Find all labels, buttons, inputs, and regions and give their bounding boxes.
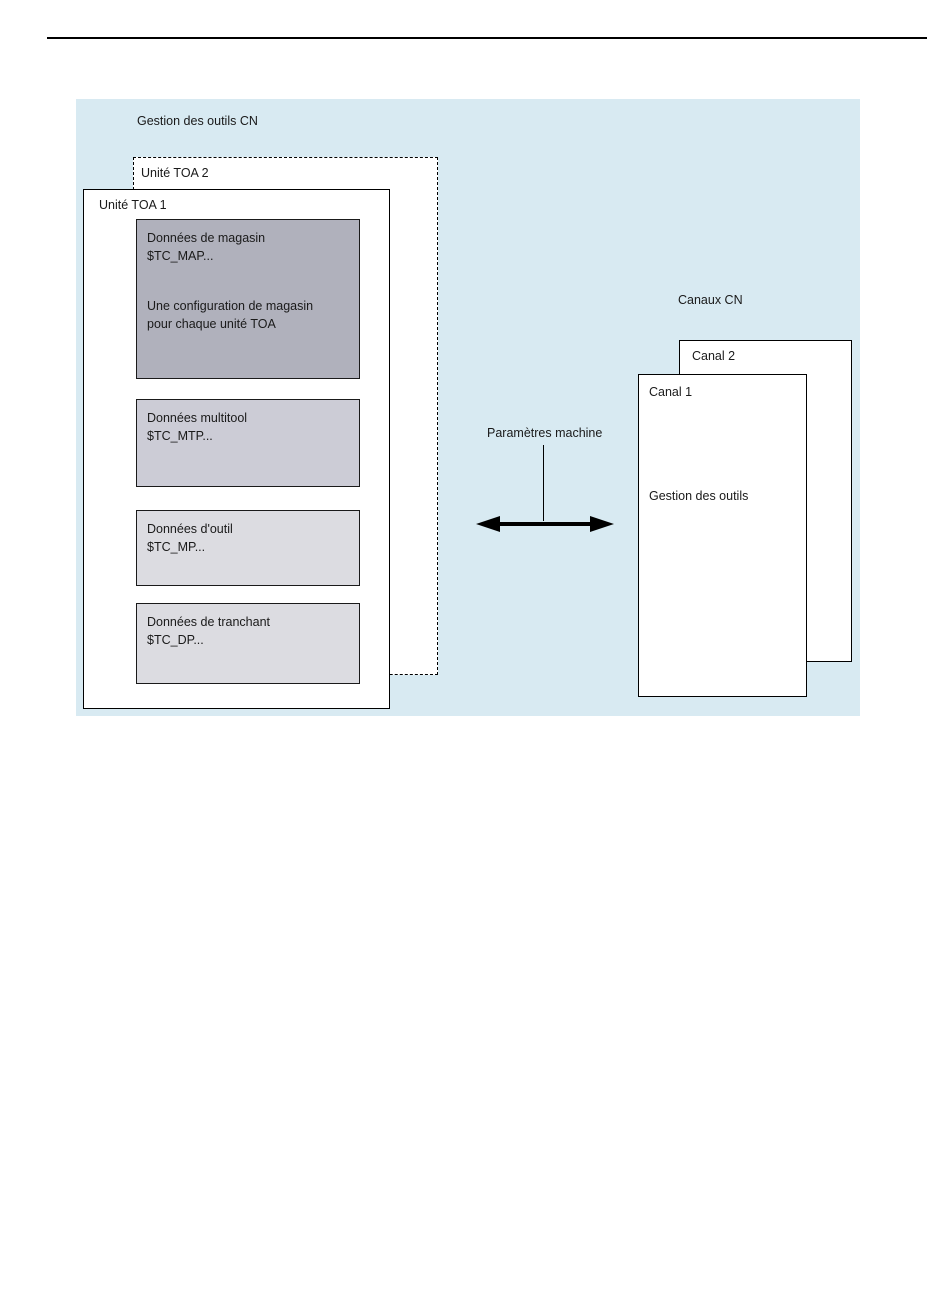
multitool-data-variable: $TC_MTP...	[147, 429, 213, 443]
channel-2-label: Canal 2	[692, 349, 736, 363]
toa-unit-2-label: Unité TOA 2	[141, 166, 209, 180]
channel-1-label: Canal 1	[649, 385, 693, 399]
multitool-data-title: Données multitool	[147, 411, 248, 425]
toa-unit-1-box	[83, 189, 390, 709]
tool-data-box	[136, 510, 360, 586]
multitool-data-box	[136, 399, 360, 487]
cutting-edge-data-variable: $TC_DP...	[147, 633, 204, 647]
tool-data-title: Données d'outil	[147, 522, 233, 536]
cutting-edge-data-box	[136, 603, 360, 684]
nc-channels-label: Canaux CN	[678, 293, 743, 307]
double-arrow-icon	[470, 509, 620, 539]
magazine-data-title: Données de magasin	[147, 231, 266, 245]
magazine-data-variable: $TC_MAP...	[147, 249, 214, 263]
magazine-note-line2: pour chaque unité TOA	[147, 317, 276, 331]
panel-title: Gestion des outils CN	[137, 114, 258, 128]
channel-1-tool-management-label: Gestion des outils	[649, 489, 749, 503]
toa-unit-1-label: Unité TOA 1	[99, 198, 167, 212]
cutting-edge-data-title: Données de tranchant	[147, 615, 271, 629]
channel-1-box	[638, 374, 807, 697]
magazine-data-box	[136, 219, 360, 379]
magazine-note-line1: Une configuration de magasin	[147, 299, 314, 313]
header-rule	[47, 37, 927, 39]
tool-data-variable: $TC_MP...	[147, 540, 206, 554]
machine-parameters-label: Paramètres machine	[487, 426, 603, 440]
